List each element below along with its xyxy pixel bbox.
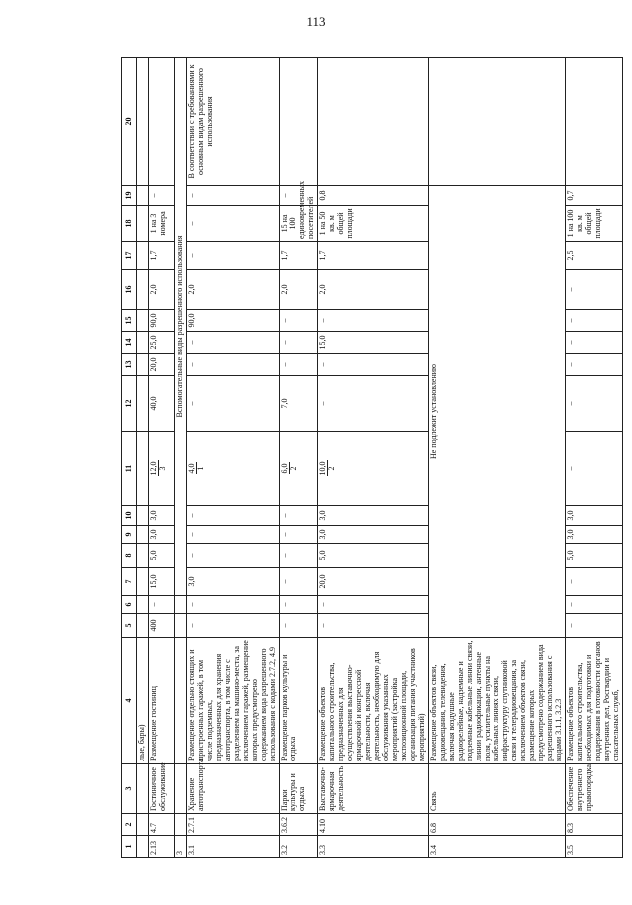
- col-header: 12: [122, 376, 137, 432]
- cell-use-description: Размещение объектов связи, радиовещания, телевидения, включая воздушные радиорелейные, надземные и подземные кабельные линии связи, линии радиофикации, антенные поля, усилительные пункты на кабельных линиях связи, инфраструктуру спутниковой связи и телерадиовещания, за исключением объектов связи, размещение которых предусмотрено содержанием вида разрешенного использования с кодами 3.1.1, 3.2.3: [428, 638, 565, 764]
- cell-value: 3,0: [566, 526, 623, 544]
- cell-value: –: [279, 506, 318, 526]
- section-title: Вспомогательные виды разрешенного использования: [175, 58, 187, 596]
- cell-use-description: Размещение объектов капитального строительства, необходимых для подготовки и поддержания в готовности органов внутренних дел, Росгвардии и спасательных служб,: [566, 638, 623, 764]
- cell-note: [149, 58, 175, 186]
- table-frame: [121, 58, 620, 858]
- col-header: 16: [122, 270, 137, 310]
- cell-value: –: [187, 376, 280, 432]
- cell-use-name: Хранение автотранспорта: [187, 764, 280, 814]
- cell-value: 20,0: [149, 354, 175, 376]
- cell-not-set: Не подлежит установлению: [428, 186, 565, 638]
- cell-value: 20,0: [318, 568, 428, 596]
- table-row-3-5: [566, 58, 623, 858]
- cell-use-description: Размещение парков культуры и отдыха: [279, 638, 318, 764]
- cell-value: –: [279, 332, 318, 354]
- cell-value: 2,0: [279, 270, 318, 310]
- table-row-continuation: [137, 58, 149, 858]
- cell-value: –: [566, 568, 623, 596]
- cell-floors: 4,0 1: [187, 432, 280, 506]
- cell-use-description: Размещение объектов капитального строительства, предназначенных для осуществления выставочно-ярмарочной и конгрессной деятельности, включая деятельность, необходимую для обслуживания указанных мероприятий (застройка экспозиционной площади, организация питания участников мероприятий): [318, 638, 428, 764]
- cell-value: –: [187, 354, 280, 376]
- cell-value: –: [187, 506, 280, 526]
- cell-value: 2,0: [187, 270, 280, 310]
- col-header: 7: [122, 568, 137, 596]
- cell-value: –: [187, 206, 280, 242]
- col-header: 6: [122, 596, 137, 614]
- cell-use-name: Парки культуры и отдыха: [279, 764, 318, 814]
- col-header: 1: [122, 836, 137, 858]
- cell-value: 2,0: [149, 270, 175, 310]
- col-header: 20: [122, 58, 137, 186]
- cell-value: –: [187, 614, 280, 638]
- cell-value: 1,7: [318, 242, 428, 270]
- cell-value: –: [279, 354, 318, 376]
- cell-value: 7,0: [279, 376, 318, 432]
- cell-value: –: [149, 186, 175, 206]
- cell-value: –: [279, 568, 318, 596]
- cell-value: –: [187, 186, 280, 206]
- cell-value: 400: [149, 614, 175, 638]
- cell-value: –: [279, 614, 318, 638]
- cell-use-description: Размещение отдельно стоящих и пристроенных гаражей, в том числе подземных, предназначенных для хранения автотранспорта, в том числе с разделением на машино-места, за исключением гаражей, размещение которых предусмотрено содержанием вида разрешенного использования с кодами 2.7.2, 4.9: [187, 638, 280, 764]
- cell-code: 2.7.1: [187, 814, 280, 836]
- cell-note: [566, 58, 623, 186]
- cell-value: 15,0: [318, 332, 428, 354]
- cell-use-name: Гостиничное обслуживание: [149, 764, 175, 814]
- col-header: 13: [122, 354, 137, 376]
- col-header: 4: [122, 638, 137, 764]
- rotated-table-wrapper: [121, 58, 620, 858]
- cell-number: 3.5: [566, 836, 623, 858]
- header-row: [122, 58, 137, 858]
- cell-value: –: [187, 242, 280, 270]
- cell-value: 40,0: [149, 376, 175, 432]
- cell-value: –: [566, 270, 623, 310]
- col-header: 3: [122, 764, 137, 814]
- cell-continued-text: лые, бары): [137, 638, 149, 764]
- cell-value: –: [318, 376, 428, 432]
- cell-value: –: [187, 332, 280, 354]
- cell-value: –: [566, 354, 623, 376]
- table-row-3-4: [428, 58, 565, 858]
- cell-value: 5,0: [149, 544, 175, 568]
- cell-value: 3,0: [318, 506, 428, 526]
- section-row-3: [175, 58, 187, 858]
- table-row-3-1: [187, 58, 280, 858]
- cell-value: 3,0: [187, 568, 280, 596]
- cell-value: –: [566, 332, 623, 354]
- cell-code: 3.6.2: [279, 814, 318, 836]
- cell-value: –: [279, 526, 318, 544]
- cell-note: В соответствии с требованиями к основным видам разрешенного использования: [187, 58, 280, 186]
- cell-value: 3,0: [149, 526, 175, 544]
- cell-value: –: [566, 614, 623, 638]
- cell-number: 3.1: [187, 836, 280, 858]
- cell-value: 0,8: [318, 186, 428, 206]
- cell-value: 1 на 3 номера: [149, 206, 175, 242]
- cell-value: –: [279, 186, 318, 206]
- cell-value: 2,5: [566, 242, 623, 270]
- col-header: 2: [122, 814, 137, 836]
- cell-value: –: [566, 310, 623, 332]
- col-header: 10: [122, 506, 137, 526]
- cell-number: 3.4: [428, 836, 565, 858]
- col-header: 9: [122, 526, 137, 544]
- cell-code: 6.8: [428, 814, 565, 836]
- cell-value: 15,0: [149, 568, 175, 596]
- cell-value: –: [279, 310, 318, 332]
- col-header: 5: [122, 614, 137, 638]
- cell-value: –: [566, 596, 623, 614]
- cell-value: 0,7: [566, 186, 623, 206]
- cell-note: [428, 58, 565, 186]
- cell-number: 3.3: [318, 836, 428, 858]
- cell-floors: 6,0 2: [279, 432, 318, 506]
- col-header: 18: [122, 206, 137, 242]
- cell-value: 1 на 50 кв. м общей площади: [318, 206, 428, 242]
- cell-use-name: Связь: [428, 764, 565, 814]
- cell-value: 1,7: [279, 242, 318, 270]
- cell-value: 15 на 100 единовременных посетителей: [279, 206, 318, 242]
- cell-number: 2.13: [149, 836, 175, 858]
- table-row-3-3: [318, 58, 428, 858]
- cell-value: 5,0: [318, 544, 428, 568]
- cell-value: –: [566, 432, 623, 506]
- cell-code: 4.10: [318, 814, 428, 836]
- cell-number: 3: [175, 836, 187, 858]
- cell-value: –: [318, 614, 428, 638]
- cell-value: –: [318, 354, 428, 376]
- cell-value: 1 на 100 кв. м общей площади: [566, 206, 623, 242]
- cell-use-name: Обеспечение внутреннего правопорядка: [566, 764, 623, 814]
- cell-value: 90,0: [149, 310, 175, 332]
- table-row-3-2: [279, 58, 318, 858]
- zoning-parameters-table: [121, 57, 623, 858]
- cell-value: –: [566, 376, 623, 432]
- col-header: 19: [122, 186, 137, 206]
- col-header: 15: [122, 310, 137, 332]
- cell-use-name: Выставочно-ярмарочная деятельность: [318, 764, 428, 814]
- cell-value: 2,0: [318, 270, 428, 310]
- cell-value: 3,0: [566, 506, 623, 526]
- cell-value: –: [187, 544, 280, 568]
- cell-value: 3,0: [318, 526, 428, 544]
- cell-value: –: [149, 596, 175, 614]
- col-header: 8: [122, 544, 137, 568]
- cell-value: 90,0: [187, 310, 280, 332]
- cell-value: –: [318, 310, 428, 332]
- col-header: 14: [122, 332, 137, 354]
- cell-floors: 12,0 3: [149, 432, 175, 506]
- cell-use-description: Размещение гостиниц: [149, 638, 175, 764]
- cell-number: 3.2: [279, 836, 318, 858]
- cell-value: 25,0: [149, 332, 175, 354]
- cell-value: –: [318, 596, 428, 614]
- cell-value: 1,7: [149, 242, 175, 270]
- cell-value: –: [187, 596, 280, 614]
- page-number: 113: [306, 14, 326, 29]
- cell-value: –: [279, 544, 318, 568]
- cell-code: 4.7: [149, 814, 175, 836]
- table-row-2-13: [149, 58, 175, 858]
- cell-note: [279, 58, 318, 186]
- cell-value: –: [187, 526, 280, 544]
- cell-note: [318, 58, 428, 186]
- cell-value: 3,0: [149, 506, 175, 526]
- cell-value: –: [279, 596, 318, 614]
- cell-value: 5,0: [566, 544, 623, 568]
- col-header: 11: [122, 432, 137, 506]
- col-header: 17: [122, 242, 137, 270]
- cell-code: 8.3: [566, 814, 623, 836]
- cell-floors: 10,0 2: [318, 432, 428, 506]
